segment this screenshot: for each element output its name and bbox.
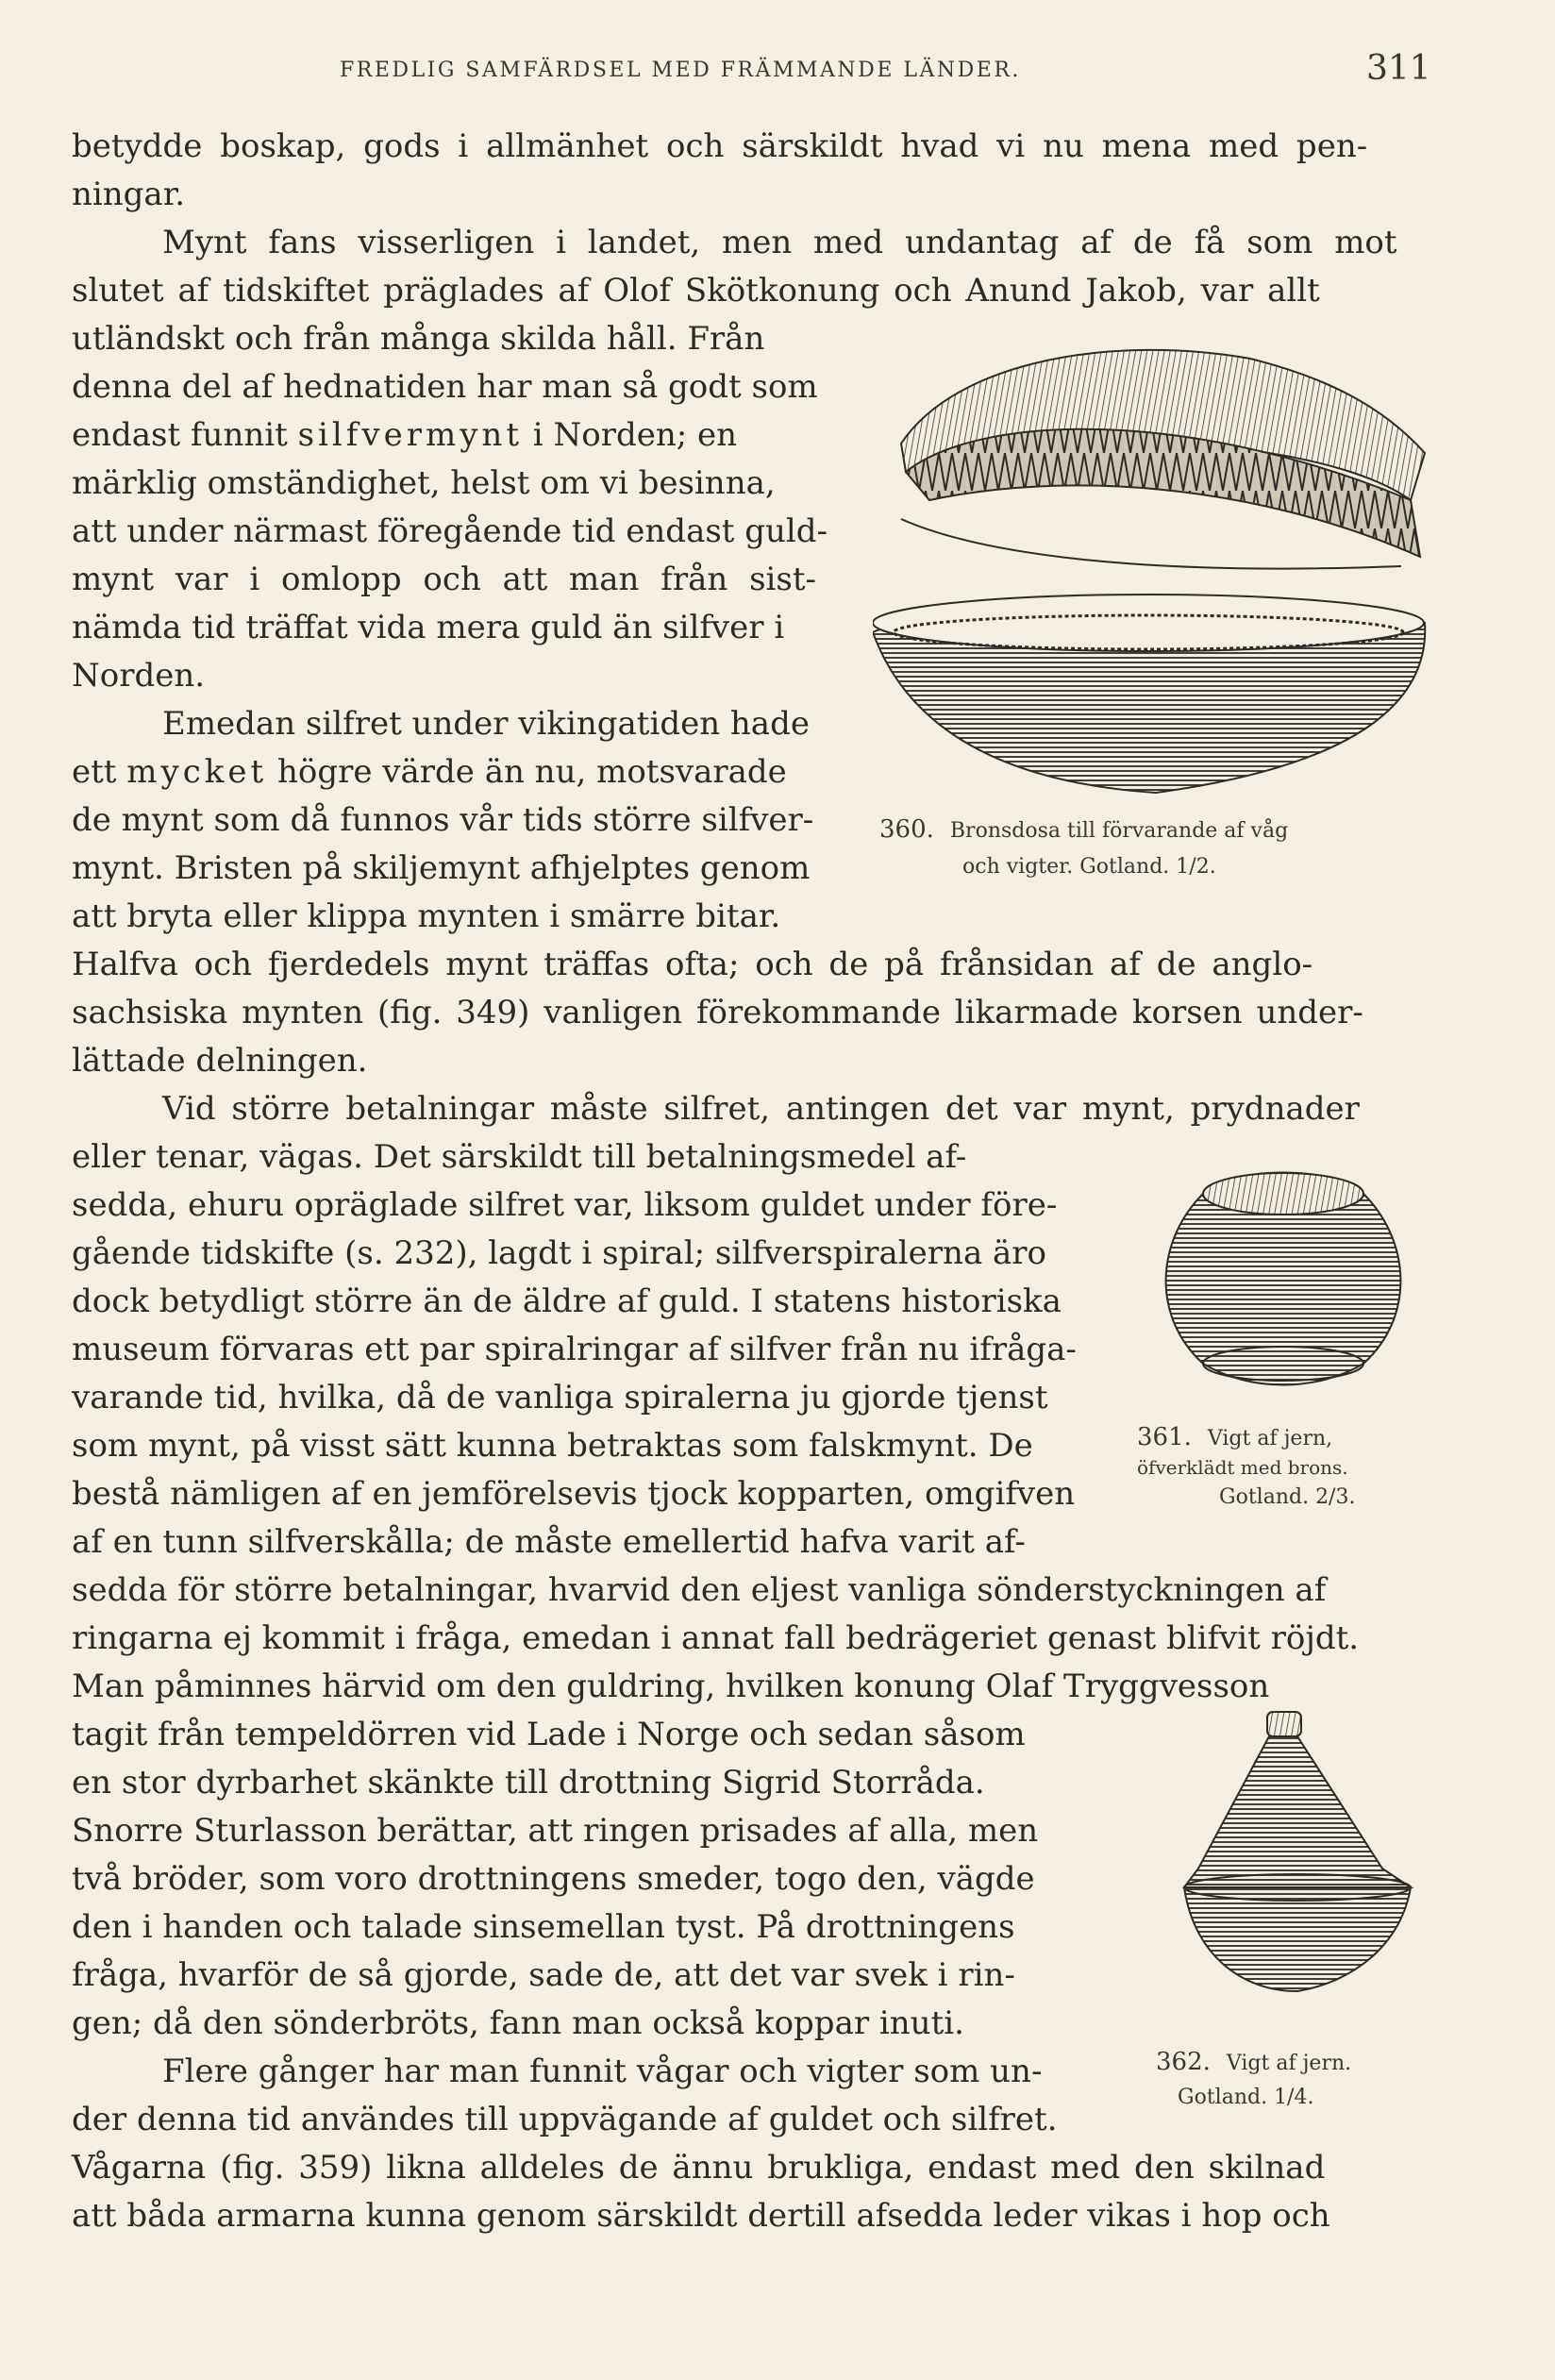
figure-number: 361. — [1137, 1423, 1192, 1451]
figure-caption-line — [1178, 2084, 1313, 2112]
text-line: ringarna ej kommit i fråga, emedan i annat fall bedrägeriet genast blifvit röjdt. — [72, 1619, 1360, 1657]
figure-caption-line — [1219, 1483, 1355, 1512]
figure-caption-line — [962, 853, 1216, 881]
text-line: sachsiska mynten (fig. 349) vanligen förekommande likarmade korsen under- — [72, 994, 1363, 1031]
text-line: lättade delningen. — [72, 1042, 368, 1080]
figure-caption-line: öfverklädt med brons. — [1137, 1456, 1348, 1479]
text-line: gen; då den sönderbröts, fann man också koppar inuti. — [72, 2004, 964, 2042]
page-number: 311 — [1366, 49, 1431, 88]
text-line: Vid större betalningar måste silfret, antingen det var mynt, prydnader — [162, 1090, 1360, 1128]
figure-caption — [1137, 1423, 1332, 1453]
text-line: Halfva och fjerdedels mynt träffas ofta; och de på frånsidan af de anglo- — [72, 946, 1313, 983]
text-fragment: i Norden; en — [532, 416, 738, 454]
text-line: bestå nämligen af en jemförelsevis tjock kopparten, omgifven — [72, 1475, 1076, 1513]
caption-text: Gotland. — [1219, 1485, 1310, 1509]
text-line: mynt. Bristen på skiljemynt afhjelptes genom — [72, 849, 811, 887]
text-line: Man påminnes härvid om den guldring, hvilken konung Olaf Tryggvesson — [72, 1668, 1270, 1705]
text-line: att bryta eller klippa mynten i smärre bitar. — [72, 897, 781, 935]
text-line: sedda för större betalningar, hvarvid den eljest vanliga sönderstyckningen af — [72, 1571, 1327, 1609]
text-line: eller tenar, vägas. Det särskildt till betalningsmedel af- — [72, 1138, 967, 1176]
text-line: som mynt, på visst sätt kunna betraktas som falskmynt. De — [72, 1427, 1033, 1465]
text-line: Emedan silfret under vikingatiden hade — [162, 705, 810, 743]
text-line — [72, 411, 737, 459]
text-line: Snorre Sturlasson berättar, att ringen prisades af alla, men — [72, 1812, 1039, 1850]
text-fragment: ett — [72, 753, 117, 791]
text-line: Vågarna (fig. 359) likna alldeles de ännu brukliga, endast med den skilnad — [72, 2149, 1326, 2187]
text-line: slutet af tidskiftet präglades af Olof Skötkonung och Anund Jakob, var allt — [72, 272, 1320, 310]
figure-caption — [879, 815, 1288, 846]
text-fragment: högre värde än nu, motsvarade — [276, 753, 787, 791]
emphasis-spaced: silfvermynt — [297, 416, 523, 454]
text-line: två bröder, som voro drottningens smeder, togo den, vägde — [72, 1860, 1035, 1898]
text-line: gående tidskifte (s. 232), lagdt i spiral; silfverspiralerna äro — [72, 1234, 1047, 1272]
text-line: af en tunn silfverskålla; de måste emellertid hafva varit af- — [72, 1523, 1026, 1561]
text-line: den i handen och talade sinsemellan tyst. På drottningens — [72, 1908, 1015, 1946]
running-head — [0, 49, 1555, 96]
caption-scale: 1/2. — [1176, 855, 1216, 879]
text-line: sedda, ehuru opräglade silfret var, liksom guldet under före- — [72, 1186, 1058, 1224]
caption-text: Vigt af jern. — [1226, 2052, 1352, 2075]
caption-text: Vigt af jern, — [1207, 1427, 1333, 1450]
text-line: Flere gånger har man funnit vågar och vigter som un- — [162, 2053, 1043, 2090]
figure-caption — [1156, 2048, 1351, 2078]
caption-scale: 1/4. — [1274, 2086, 1314, 2109]
conical-weight-illustration — [1146, 1708, 1420, 2010]
text-line: der denna tid användes till uppvägande af guldet och silfret. — [72, 2101, 1058, 2138]
text-line: märklig omständighet, helst om vi besinna, — [72, 464, 776, 502]
text-line: museum förvaras ett par spiralringar af silfver från nu ifråga- — [72, 1331, 1077, 1368]
text-line: att båda armarna kunna genom särskildt dertill afsedda leder vikas i hop och — [72, 2197, 1330, 2235]
text-line: tagit från tempeldörren vid Lade i Norge och sedan såsom — [72, 1716, 1026, 1753]
text-line: de mynt som då funnos vår tids större silfver- — [72, 801, 814, 839]
text-line: denna del af hednatiden har man så godt som — [72, 368, 818, 406]
caption-text: och vigter. Gotland. — [962, 855, 1170, 879]
text-line: Norden. — [72, 657, 206, 695]
text-line: Mynt fans visserligen i landet, men med undantag af de få som mot — [162, 224, 1397, 261]
caption-scale: 2/3. — [1315, 1485, 1356, 1509]
figure-number: 362. — [1156, 2048, 1211, 2076]
text-line: varande tid, hvilka, då de vanliga spiralerna ju gjorde tjenst — [72, 1379, 1048, 1416]
running-title: FREDLIG SAMFÄRDSEL MED FRÄMMANDE LÄNDER. — [340, 59, 1021, 82]
text-line: ningar. — [72, 176, 186, 213]
caption-text: Gotland. — [1178, 2086, 1268, 2109]
figure-number: 360. — [879, 815, 934, 844]
text-line — [72, 748, 787, 796]
text-line: nämda tid träffat vida mera guld än silfver i — [72, 609, 785, 646]
text-line: mynt var i omlopp och att man från sist- — [72, 561, 816, 598]
caption-text: Bronsdosa till förvarande af våg — [949, 819, 1289, 843]
bronze-box-illustration — [873, 340, 1430, 830]
text-line: betydde boskap, gods i allmänhet och särskildt hvad vi nu mena med pen- — [72, 127, 1368, 165]
emphasis-spaced: mycket — [126, 753, 268, 791]
text-line: dock betydligt större än de äldre af guld. I statens historiska — [72, 1282, 1062, 1320]
text-line: en stor dyrbarhet skänkte till drottning Sigrid Storråda. — [72, 1764, 985, 1802]
text-line: fråga, hvarför de så gjorde, sade de, att det var svek i rin- — [72, 1956, 1015, 1994]
text-fragment: endast funnit — [72, 416, 288, 454]
text-line: utländskt och från många skilda håll. Från — [72, 320, 765, 358]
weight-illustration — [1146, 1156, 1420, 1401]
text-line: att under närmast föregående tid endast guld- — [72, 512, 828, 550]
